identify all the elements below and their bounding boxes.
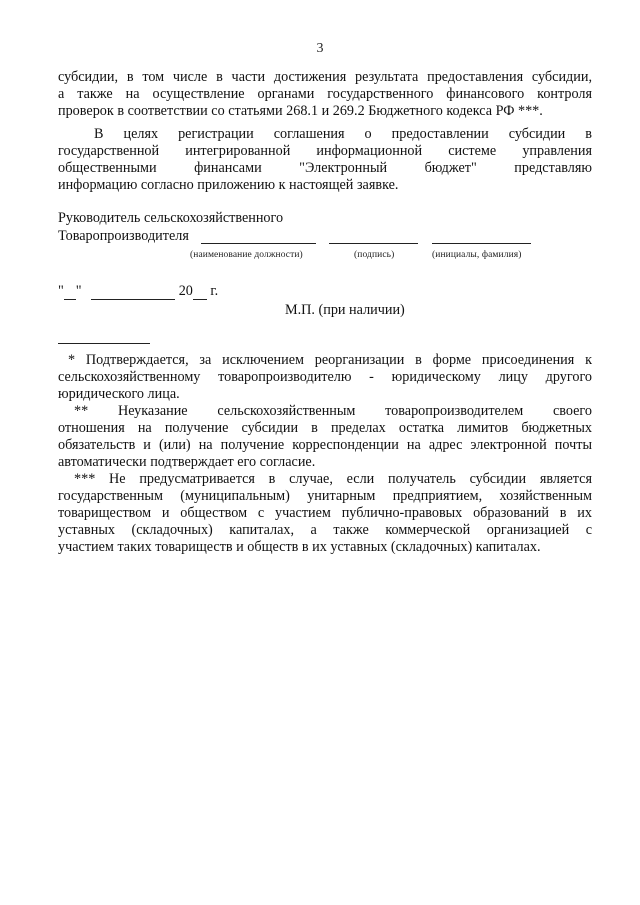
footnote-2: [58, 403, 592, 471]
paragraph-line: государственной интегрированной информационной системе управления: [58, 143, 592, 159]
name-signature-line: [432, 243, 531, 244]
paragraph-line: субсидии, в том числе в части достижения результата предоставления субсидии,: [58, 69, 592, 85]
signer-title-line2: Товаропроизводителя: [58, 228, 189, 244]
paragraph-registration: [58, 126, 592, 194]
footnote-line: юридического лица.: [58, 386, 180, 402]
paragraph-line: общественными финансами "Электронный бюджет" представляю: [58, 160, 592, 176]
footnote-line: уставных (складочных) капиталах, а также коммерческой организацией с: [58, 522, 592, 538]
paragraph-line: проверок в соответствии со статьями 268.1 и 269.2 Бюджетного кодекса РФ ***.: [58, 103, 543, 119]
footnote-line: *** Не предусматривается в случае, если получатель субсидии является: [74, 471, 592, 487]
date-close-quote: ": [75, 283, 82, 299]
footnote-line: отношения на получение субсидии в пределах остатка лимитов бюджетных: [58, 420, 592, 436]
paragraph-line: информацию согласно приложению к настоящей заявке.: [58, 177, 399, 193]
signature-caption: (подпись): [354, 250, 395, 260]
position-signature-line: [201, 243, 316, 244]
signer-title-line1: Руководитель сельскохозяйственного: [58, 210, 284, 226]
name-caption: (инициалы, фамилия): [432, 250, 522, 260]
year-blank: [193, 286, 207, 300]
footnote-1: [58, 352, 592, 403]
footnote-line: ** Неуказание сельскохозяйственным товаропроизводителем своего: [74, 403, 592, 419]
page-number: 3: [316, 41, 324, 56]
footnote-line: сельскохозяйственному товаропроизводителю - юридическому лицу другого: [58, 369, 592, 385]
paragraph-line: а также на осуществление органами государственного финансового контроля: [58, 86, 592, 102]
year-suffix: г.: [210, 283, 219, 299]
footnote-line: товариществом и обществом с участием публично-правовых образований в их: [58, 505, 592, 521]
date-open-quote: ": [58, 283, 64, 299]
month-blank: [91, 286, 175, 300]
footnote-divider: [58, 343, 150, 344]
date-field: [58, 283, 218, 300]
footnote-line: * Подтверждается, за исключением реорганизации в форме присоединения к: [68, 352, 592, 368]
footnote-line: обязательств и (или) на получение корреспонденции на адрес электронной почты: [58, 437, 592, 453]
signature-block: [58, 209, 598, 245]
day-blank: [64, 286, 76, 300]
year-prefix: 20: [178, 283, 193, 299]
footnote-line: автоматически подтверждает его согласие.: [58, 454, 316, 470]
position-caption: (наименование должности): [190, 250, 303, 260]
footnote-line: участием таких товариществ и обществ в их уставных (складочных) капиталах.: [58, 539, 541, 555]
signature-line: [329, 243, 418, 244]
paragraph-line: В целях регистрации соглашения о предоставлении субсидии в: [94, 126, 592, 142]
stamp-note: М.П. (при наличии): [285, 302, 405, 318]
footnote-3: [58, 471, 592, 556]
paragraph-consent: [58, 69, 592, 120]
footnote-line: государственным (муниципальным) унитарным предприятием, хозяйственным: [58, 488, 592, 504]
